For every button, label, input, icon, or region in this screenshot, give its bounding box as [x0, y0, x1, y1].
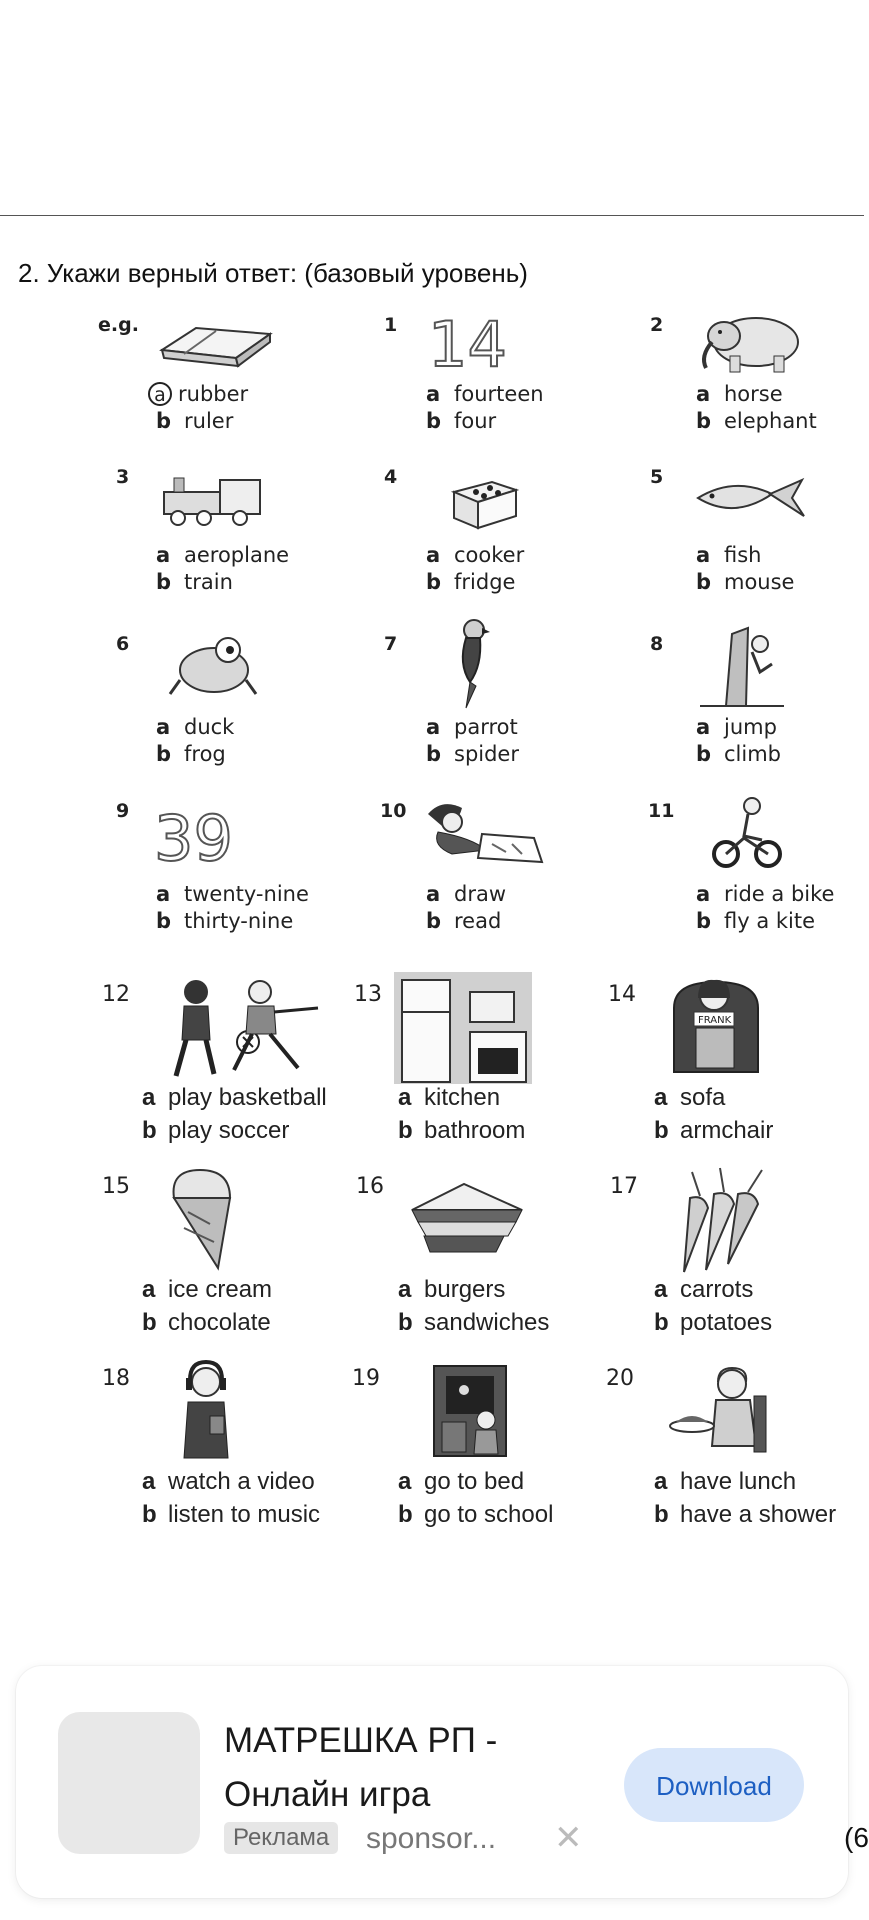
bike-picture — [712, 794, 784, 872]
option-b: b fly a kite — [696, 909, 816, 933]
item-number: 1 — [384, 314, 398, 336]
soccer-picture — [148, 978, 328, 1080]
edge-partial-text: (6 — [844, 1822, 869, 1853]
item-number: 19 — [352, 1366, 380, 1391]
option-a: a burgers — [398, 1276, 506, 1303]
option-b: b spider — [426, 742, 519, 766]
item-number: 6 — [116, 633, 130, 655]
item-number: 8 — [650, 633, 664, 655]
option-a: a jump — [696, 715, 777, 739]
option-b: b train — [156, 570, 233, 594]
option-b: b climb — [696, 742, 782, 766]
ad-app-icon[interactable] — [58, 1712, 200, 1854]
parrot-picture — [448, 616, 504, 712]
draw-picture — [422, 794, 546, 866]
option-b: b read — [426, 909, 502, 933]
number-picture — [152, 800, 262, 875]
option-b: b potatoes — [654, 1309, 773, 1336]
question-title: 2. Укажи верный ответ: (базовый уровень) — [18, 258, 528, 288]
kitchen-picture — [394, 972, 532, 1084]
fish-picture — [694, 474, 810, 526]
item-number: 9 — [116, 800, 130, 822]
number-picture-text: 39 — [154, 802, 233, 875]
ad-title[interactable]: МАТРЕШКА РП - Онлайн игра — [224, 1721, 498, 1814]
ad-label-badge: Реклама — [224, 1822, 338, 1854]
item-number: 15 — [102, 1174, 130, 1199]
item-number: 13 — [354, 982, 382, 1007]
download-button[interactable]: Download — [624, 1748, 804, 1822]
elephant-picture — [694, 312, 806, 374]
armchair-picture — [668, 972, 764, 1080]
option-a: a sofa — [654, 1084, 726, 1111]
option-b: b thirty-nine — [156, 909, 294, 933]
frank-sign-text: FRANK — [698, 1015, 732, 1026]
item-number: 10 — [380, 800, 407, 822]
option-b: b frog — [156, 742, 226, 766]
close-icon[interactable]: ✕ — [554, 1819, 583, 1857]
cooker-picture — [446, 468, 522, 530]
option-a: a have lunch — [654, 1468, 797, 1495]
item-number: 12 — [102, 982, 130, 1007]
number-picture-text: 14 — [428, 308, 507, 381]
school-picture — [428, 1362, 512, 1460]
number-picture — [426, 308, 518, 381]
frog-picture — [166, 628, 260, 702]
item-number: 17 — [610, 1174, 638, 1199]
option-b: b play soccer — [142, 1117, 290, 1144]
example-option-a: a rubber — [148, 382, 248, 406]
option-b: b armchair — [654, 1117, 774, 1144]
item-number: 7 — [384, 633, 398, 655]
option-a: a go to bed — [398, 1468, 525, 1495]
option-a: a fish — [696, 543, 762, 567]
option-a: a kitchen — [398, 1084, 501, 1111]
option-a: a horse — [696, 382, 783, 406]
item-number: 18 — [102, 1366, 130, 1391]
train-picture — [156, 474, 270, 526]
option-b: b mouse — [696, 570, 795, 594]
option-a: a twenty-nine — [156, 882, 309, 906]
eraser-picture — [156, 322, 276, 368]
option-a: a cooker — [426, 543, 525, 567]
item-number: 2 — [650, 314, 664, 336]
circled-answer: a — [148, 382, 172, 406]
example-option-b: b ruler — [156, 409, 234, 433]
option-a: a aeroplane — [156, 543, 290, 567]
option-b: b bathroom — [398, 1117, 526, 1144]
option-a: a carrots — [654, 1276, 754, 1303]
item-number: 11 — [648, 800, 675, 822]
option-b: b sandwiches — [398, 1309, 550, 1336]
top-divider — [0, 215, 864, 216]
option-b: b chocolate — [142, 1309, 271, 1336]
ad-sponsor-text: sponsor... — [366, 1822, 497, 1855]
ice-cream-picture — [160, 1164, 240, 1270]
option-a: a watch a video — [142, 1468, 315, 1495]
option-a: a draw — [426, 882, 507, 906]
option-a: a parrot — [426, 715, 518, 739]
item-number: 20 — [606, 1366, 634, 1391]
option-b: b fridge — [426, 570, 516, 594]
option-b: b listen to music — [142, 1501, 321, 1528]
item-number: 16 — [356, 1174, 384, 1199]
option-b: b elephant — [696, 409, 817, 433]
option-b: b go to school — [398, 1501, 554, 1528]
option-a: a fourteen — [426, 382, 544, 406]
ad-banner[interactable] — [16, 1666, 848, 1898]
option-a: a play basketball — [142, 1084, 327, 1111]
option-b: b have a shower — [654, 1501, 837, 1528]
item-number: 3 — [116, 466, 130, 488]
music-picture — [170, 1358, 244, 1466]
carrots-picture — [670, 1164, 780, 1276]
item-number: 5 — [650, 466, 664, 488]
item-number: 4 — [384, 466, 398, 488]
climb-picture — [696, 624, 788, 708]
option-a: a ice cream — [142, 1276, 273, 1303]
option-a: a ride a bike — [696, 882, 835, 906]
item-number: 14 — [608, 982, 636, 1007]
option-b: b four — [426, 409, 497, 433]
option-a: a duck — [156, 715, 235, 739]
sandwich-picture — [404, 1180, 534, 1260]
example-label: e.g. — [98, 314, 139, 336]
lunch-picture — [666, 1366, 776, 1458]
